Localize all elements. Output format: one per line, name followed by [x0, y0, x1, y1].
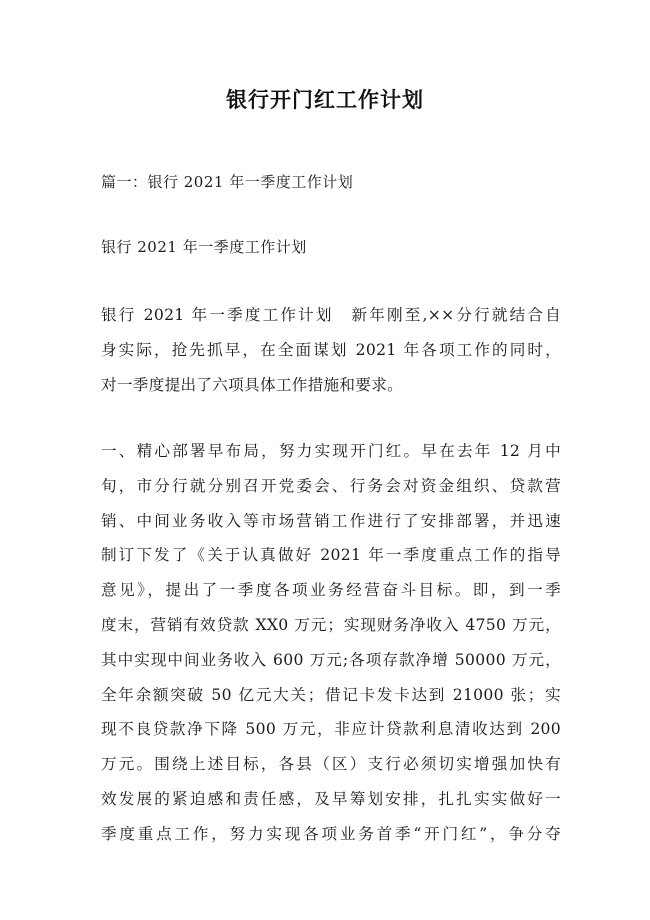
body-line: 万元。围绕上述目标，各县（区）支行必须切实增强加快有	[101, 755, 561, 774]
body-line: 度末，营销有效贷款 XX0 万元；实现财务净收入 4750 万元，	[101, 615, 561, 634]
document-title: 银行开门红工作计划	[226, 88, 424, 112]
intro-line: 对一季度提出了六项具体工作措施和要求。	[101, 375, 403, 394]
intro-paragraph	[101, 303, 561, 407]
intro-line: 银行 2021 年一季度工作计划 新年刚至,××分行就结合自	[101, 306, 561, 324]
section-heading: 篇一：银行 2021 年一季度工作计划	[101, 173, 354, 191]
body-line: 旬，市分行就分别召开党委会、行务会对资金组织、贷款营	[101, 476, 561, 495]
body-line: 制订下发了《关于认真做好 2021 年一季度重点工作的指导	[101, 546, 561, 565]
body-line: 现不良贷款净下降 500 万元，非应计贷款利息清收达到 200	[101, 720, 561, 739]
body-line: 一、精心部署早布局，努力实现开门红。早在去年 12 月中	[101, 442, 561, 460]
body-line: 效发展的紧迫感和责任感，及早筹划安排，扎扎实实做好一	[101, 789, 561, 808]
body-line: 全年余额突破 50 亿元大关；借记卡发卡达到 21000 张；实	[101, 685, 561, 704]
body-paragraph	[101, 439, 561, 857]
subtitle: 银行 2021 年一季度工作计划	[101, 238, 307, 256]
body-line: 其中实现中间业务收入 600 万元;各项存款净增 50000 万元，	[101, 650, 561, 669]
intro-line: 身实际，抢先抓早，在全面谋划 2021 年各项工作的同时，	[101, 340, 561, 359]
body-line: 销、中间业务收入等市场营销工作进行了安排部署，并迅速	[101, 511, 561, 530]
body-line: 季度重点工作，努力实现各项业务首季“开门红”，争分夺	[101, 824, 561, 843]
body-line: 意见》，提出了一季度各项业务经营奋斗目标。即，到一季	[101, 581, 561, 600]
